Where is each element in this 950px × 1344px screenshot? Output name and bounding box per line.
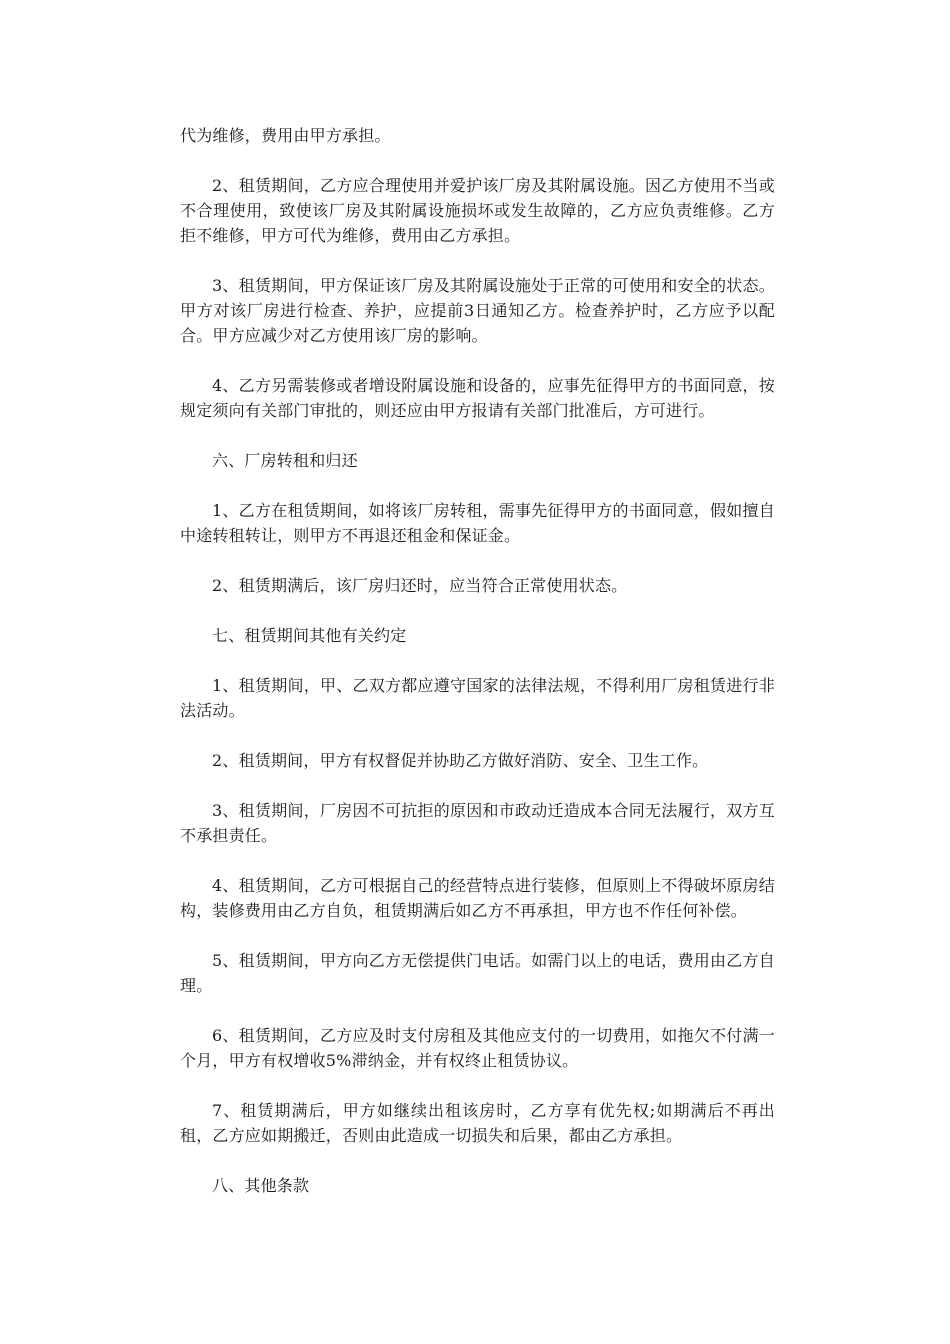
clause-6-2: 2、租赁期满后，该厂房归还时，应当符合正常使用状态。 (212, 576, 628, 595)
clause-6-1: 1、乙方在租赁期间，如将该厂房转租，需事先征得甲方的书面同意，假如擅自中途转租转让，则甲方不再退还租金和保证金。 (180, 501, 775, 545)
clause-7-5: 5、租赁期间，甲方向乙方无偿提供门电话。如需门以上的电话，费用由乙方自理。 (180, 951, 775, 995)
clause-7-2: 2、租赁期间，甲方有权督促并协助乙方做好消防、安全、卫生工作。 (212, 751, 709, 770)
paragraph-continuation: 代为维修，费用由甲方承担。 (180, 126, 391, 145)
clause-7-6: 6、租赁期间，乙方应及时支付房租及其他应支付的一切费用，如拖欠不付满一个月，甲方有权增收5%滞纳金，并有权终止租赁协议。 (180, 1026, 775, 1070)
clause-5-2: 2、租赁期间，乙方应合理使用并爱护该厂房及其附属设施。因乙方使用不当或不合理使用，致使该厂房及其附属设施损坏或发生故障的，乙方应负责维修。乙方拒不维修，甲方可代为维修，费用由乙方承担。 (180, 176, 775, 245)
clause-7-7: 7、租赁期满后，甲方如继续出租该房时，乙方享有优先权;如期满后不再出租，乙方应如期搬迁，否则由此造成一切损失和后果，都由乙方承担。 (180, 1101, 775, 1145)
section-heading-8: 八、其他条款 (212, 1176, 310, 1195)
clause-5-4: 4、乙方另需装修或者增设附属设施和设备的，应事先征得甲方的书面同意，按规定须向有关部门审批的，则还应由甲方报请有关部门批准后，方可进行。 (180, 376, 775, 420)
section-heading-7: 七、租赁期间其他有关约定 (212, 626, 407, 645)
clause-7-3: 3、租赁期间，厂房因不可抗拒的原因和市政动迁造成本合同无法履行，双方互不承担责任。 (180, 801, 775, 845)
clause-7-4: 4、租赁期间，乙方可根据自己的经营特点进行装修，但原则上不得破坏原房结构，装修费用由乙方自负，租赁期满后如乙方不再承担，甲方也不作任何补偿。 (180, 876, 775, 920)
clause-7-1: 1、租赁期间，甲、乙双方都应遵守国家的法律法规，不得利用厂房租赁进行非法活动。 (180, 676, 775, 720)
clause-5-3: 3、租赁期间，甲方保证该厂房及其附属设施处于正常的可使用和安全的状态。甲方对该厂房进行检查、养护，应提前3日通知乙方。检查养护时，乙方应予以配合。甲方应减少对乙方使用该厂房的影响。 (180, 276, 775, 345)
document-body (180, 123, 775, 1223)
section-heading-6: 六、厂房转租和归还 (212, 451, 358, 470)
